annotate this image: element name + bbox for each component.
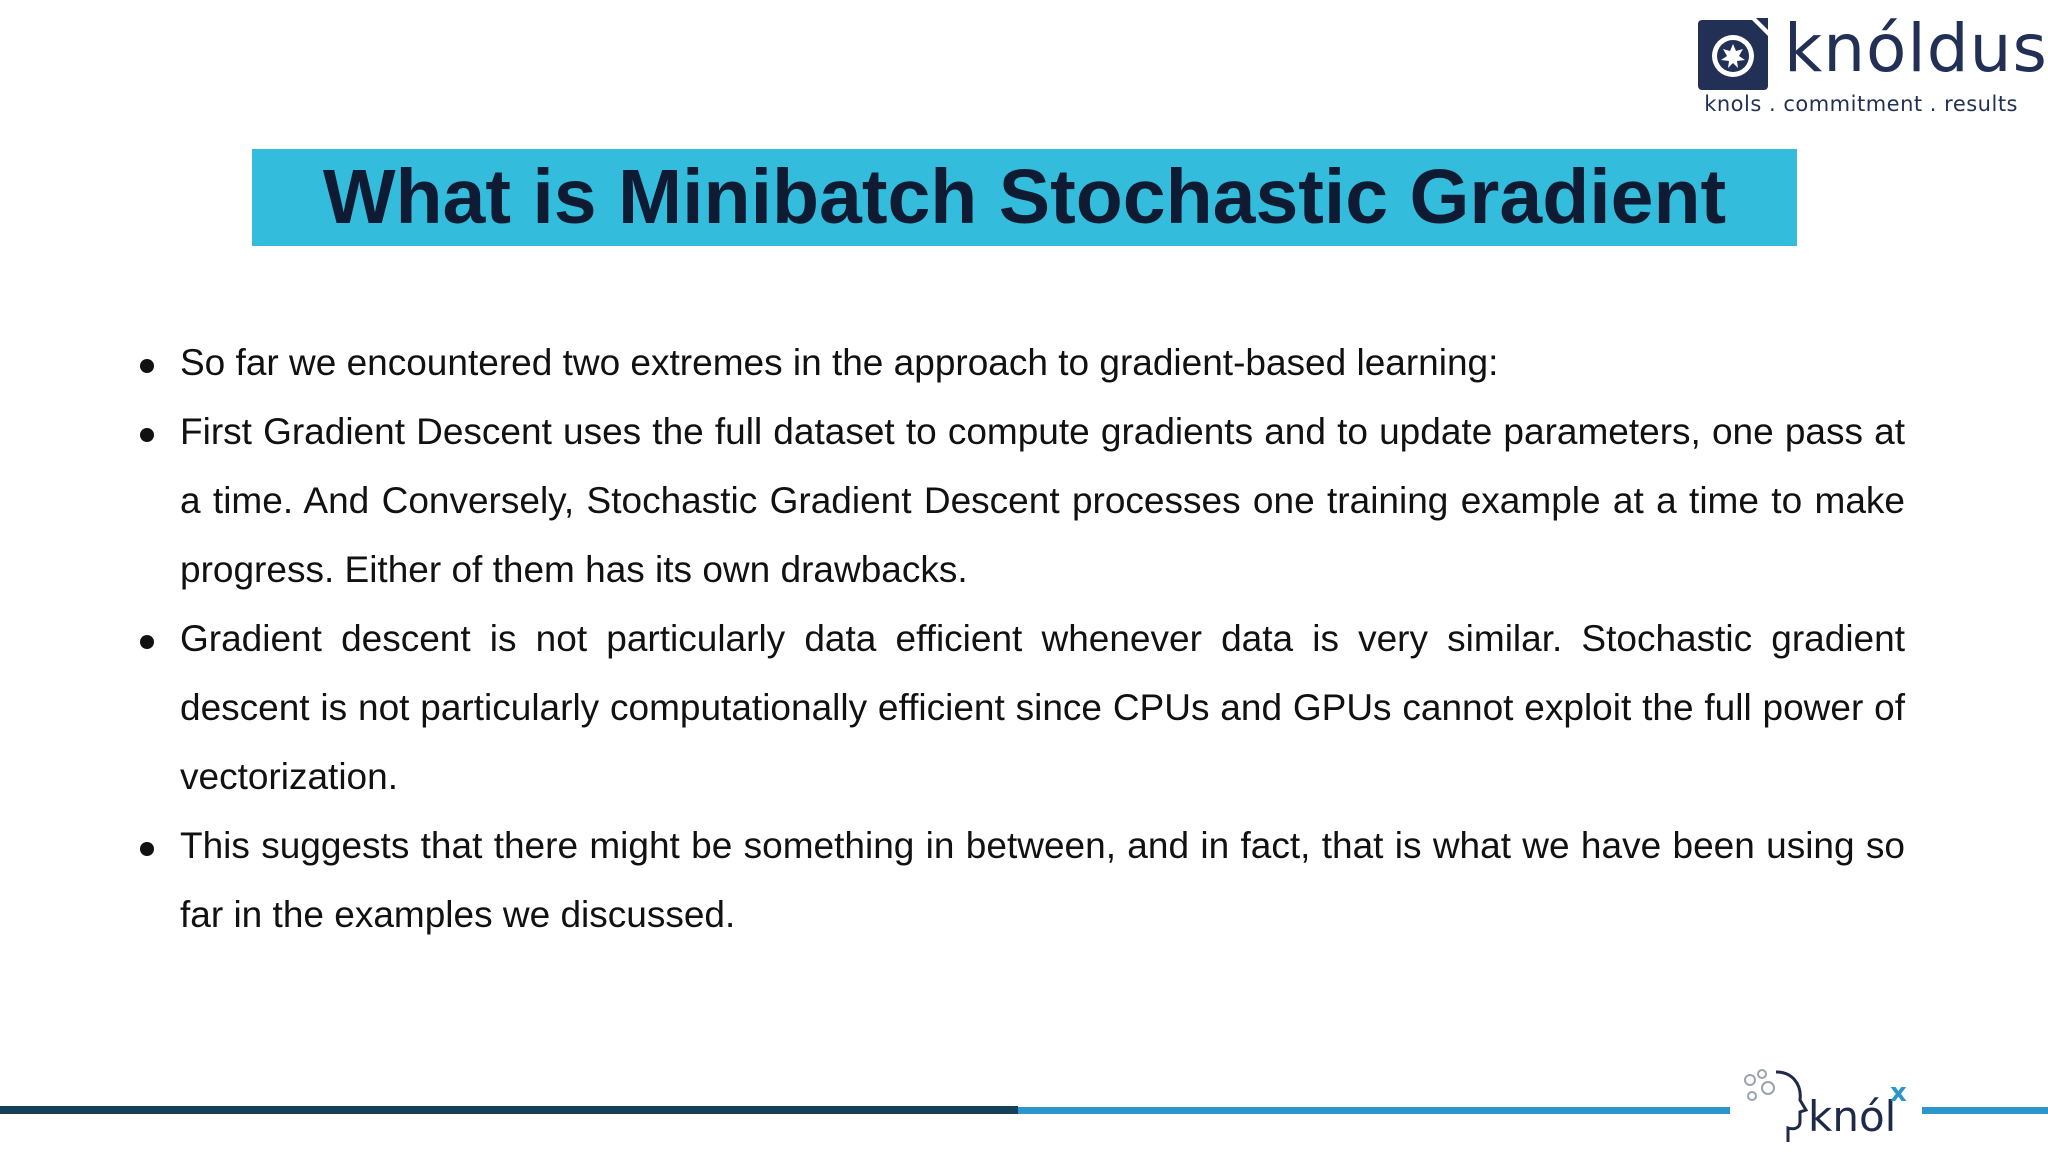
bullet-text: So far we encountered two extremes in the approach to gradient-based learning: <box>180 342 1499 383</box>
knolx-head-icon <box>1740 1066 1810 1146</box>
bullet-list <box>140 328 1905 949</box>
bullet-item <box>140 397 1905 604</box>
knolx-wordmark: knól <box>1808 1092 1897 1141</box>
footer-divider-dark <box>0 1106 1018 1114</box>
bullet-icon <box>140 428 154 442</box>
bullet-icon <box>140 635 154 649</box>
bullet-text: This suggests that there might be something in between, and in fact, that is what we have been using so far in the examples we discussed. <box>180 825 1905 935</box>
slide-title: What is Minibatch Stochastic Gradient <box>322 154 1727 240</box>
bullet-item <box>140 328 1905 397</box>
knoldus-logo <box>1698 10 2048 126</box>
logo-tagline: knols . commitment . results <box>1704 92 2018 116</box>
knolx-x-mark: x <box>1890 1078 1907 1108</box>
bullet-icon <box>140 842 154 856</box>
bullet-item <box>140 604 1905 811</box>
logo-wordmark: knóldus <box>1784 10 2048 87</box>
bullet-text: First Gradient Descent uses the full dataset to compute gradients and to update parameters, one pass at a time. And Conversely, Stochastic Gradient Descent processes one training example at a time to make progress. Either of them has its own drawbacks. <box>180 411 1905 590</box>
bullet-text: Gradient descent is not particularly data efficient whenever data is very similar. Stochastic gradient descent is not particularly computationally efficient since CPUs and GPUs cannot exploit the full power of vectorization. <box>180 618 1905 797</box>
knoldus-logo-mark-icon <box>1698 16 1772 90</box>
knolx-logo <box>1730 1052 1922 1152</box>
title-banner <box>252 149 1797 246</box>
bullet-icon <box>140 359 154 373</box>
bullet-item <box>140 811 1905 949</box>
